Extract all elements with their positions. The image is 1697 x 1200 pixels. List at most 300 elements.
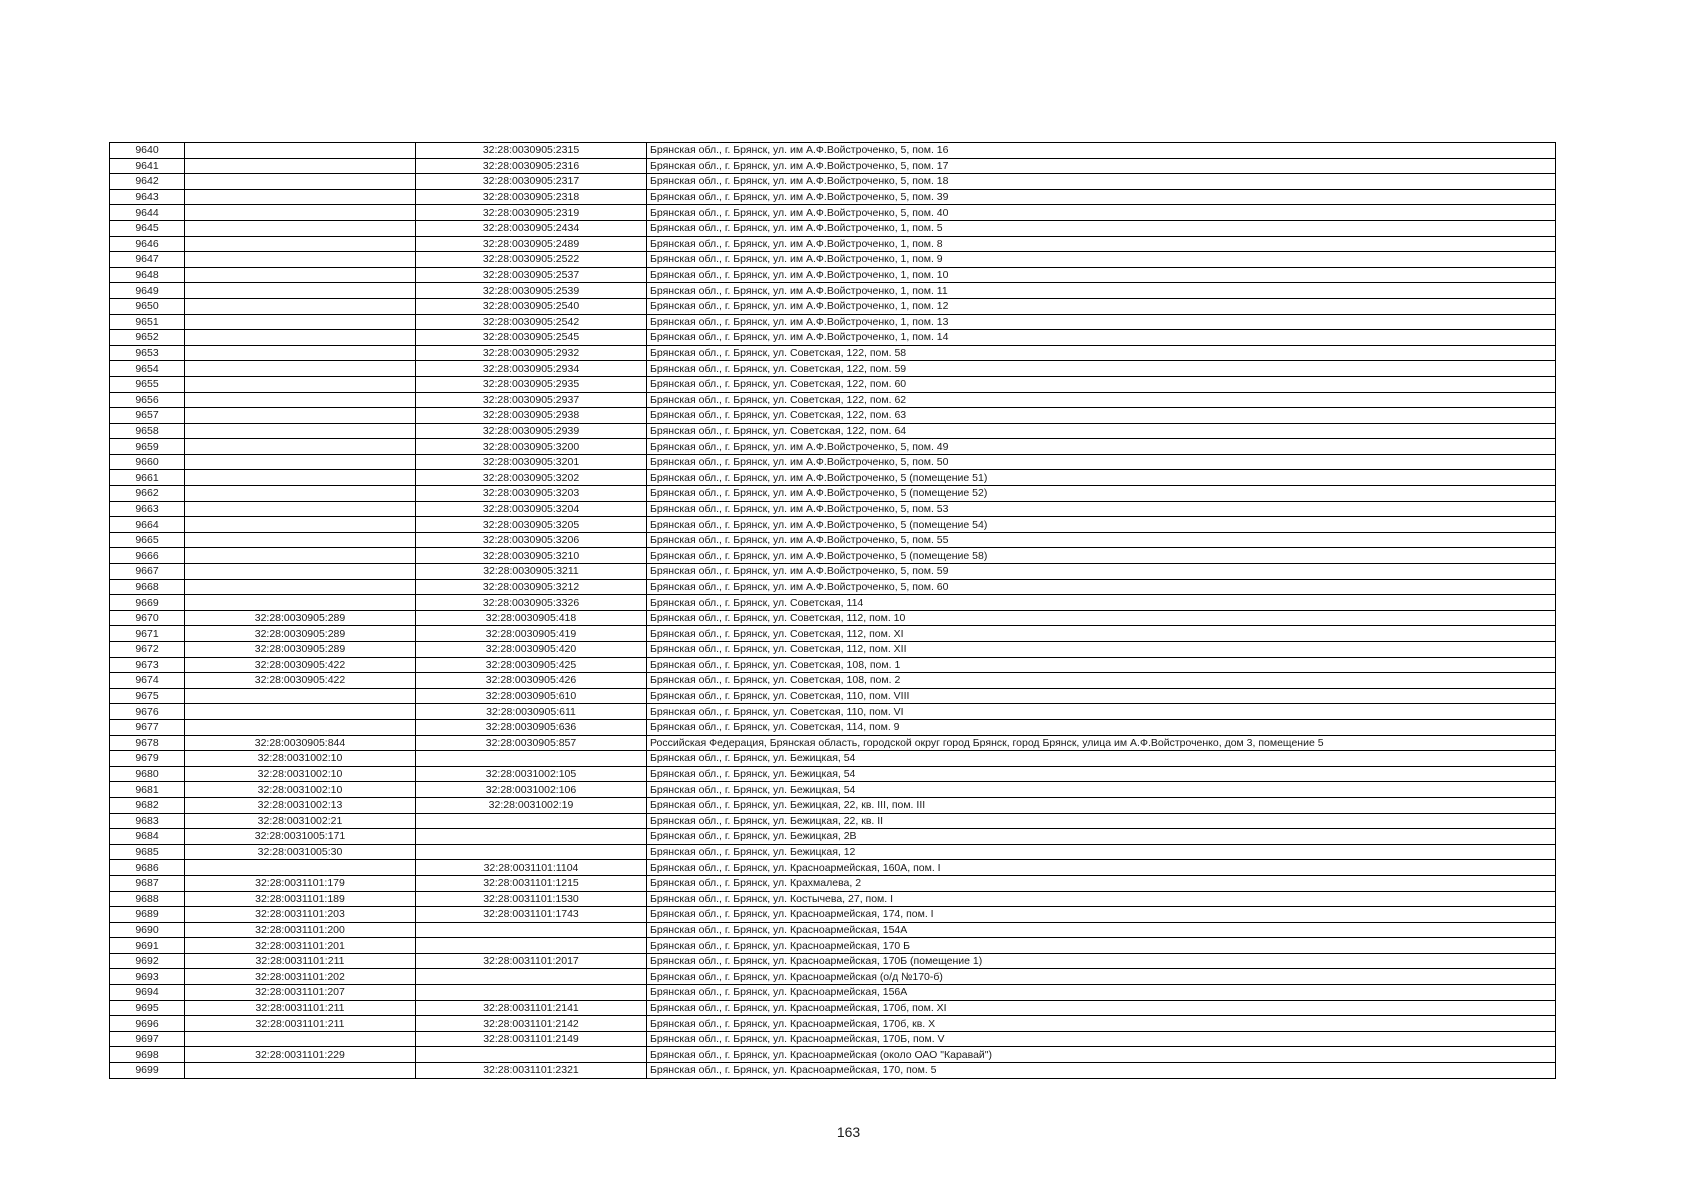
parent-cadastral-number-cell	[185, 143, 416, 159]
table-row	[110, 564, 1556, 580]
address-cell: Брянская обл., г. Брянск, ул. Бежицкая, 2В	[647, 829, 1556, 845]
parent-cadastral-number-cell	[185, 517, 416, 533]
row-number-cell: 9689	[110, 907, 185, 923]
table-row	[110, 610, 1556, 626]
row-number-cell: 9681	[110, 782, 185, 798]
table-row	[110, 938, 1556, 954]
cadastral-number-cell	[416, 829, 647, 845]
address-cell: Брянская обл., г. Брянск, ул. им А.Ф.Войстроченко, 5, пом. 60	[647, 579, 1556, 595]
parent-cadastral-number-cell: 32:28:0031101:201	[185, 938, 416, 954]
table-row	[110, 813, 1556, 829]
cadastral-number-cell: 32:28:0030905:2539	[416, 283, 647, 299]
table-row	[110, 454, 1556, 470]
table-row	[110, 953, 1556, 969]
row-number-cell: 9692	[110, 953, 185, 969]
parent-cadastral-number-cell: 32:28:0031101:229	[185, 1047, 416, 1063]
row-number-cell: 9663	[110, 501, 185, 517]
parent-cadastral-number-cell: 32:28:0031101:211	[185, 953, 416, 969]
row-number-cell: 9673	[110, 657, 185, 673]
table-row	[110, 220, 1556, 236]
address-cell: Брянская обл., г. Брянск, ул. Советская, 122, пом. 63	[647, 408, 1556, 424]
table-row	[110, 735, 1556, 751]
row-number-cell: 9669	[110, 595, 185, 611]
cadastral-number-cell: 32:28:0030905:2932	[416, 345, 647, 361]
table-row	[110, 579, 1556, 595]
address-cell: Брянская обл., г. Брянск, ул. Бежицкая, 54	[647, 751, 1556, 767]
address-cell: Брянская обл., г. Брянск, ул. Советская, 114, пом. 9	[647, 719, 1556, 735]
parent-cadastral-number-cell	[185, 174, 416, 190]
cadastral-number-cell: 32:28:0030905:3212	[416, 579, 647, 595]
cadastral-number-cell: 32:28:0031101:2142	[416, 1016, 647, 1032]
table-row	[110, 673, 1556, 689]
table-row	[110, 829, 1556, 845]
table-row	[110, 985, 1556, 1001]
cadastral-number-cell: 32:28:0031101:1215	[416, 875, 647, 891]
table-row	[110, 688, 1556, 704]
row-number-cell: 9678	[110, 735, 185, 751]
row-number-cell: 9657	[110, 408, 185, 424]
parent-cadastral-number-cell: 32:28:0031002:10	[185, 782, 416, 798]
cadastral-number-cell	[416, 985, 647, 1001]
cadastral-number-cell: 32:28:0030905:420	[416, 642, 647, 658]
parent-cadastral-number-cell	[185, 252, 416, 268]
cadastral-number-cell: 32:28:0031002:19	[416, 797, 647, 813]
cadastral-number-cell: 32:28:0030905:3210	[416, 548, 647, 564]
address-cell: Брянская обл., г. Брянск, ул. Советская, 112, пом. 10	[647, 610, 1556, 626]
parent-cadastral-number-cell	[185, 189, 416, 205]
property-table	[109, 142, 1556, 1079]
table-row	[110, 361, 1556, 377]
address-cell: Брянская обл., г. Брянск, ул. Бежицкая, 54	[647, 782, 1556, 798]
table-row	[110, 314, 1556, 330]
row-number-cell: 9660	[110, 454, 185, 470]
row-number-cell: 9680	[110, 766, 185, 782]
cadastral-number-cell: 32:28:0030905:3201	[416, 454, 647, 470]
parent-cadastral-number-cell: 32:28:0031101:202	[185, 969, 416, 985]
table-row	[110, 1031, 1556, 1047]
address-cell: Брянская обл., г. Брянск, ул. Советская, 110, пом. VI	[647, 704, 1556, 720]
address-cell: Брянская обл., г. Брянск, ул. им А.Ф.Войстроченко, 1, пом. 5	[647, 220, 1556, 236]
table-row	[110, 1000, 1556, 1016]
parent-cadastral-number-cell: 32:28:0031002:10	[185, 766, 416, 782]
address-cell: Брянская обл., г. Брянск, ул. им А.Ф.Войстроченко, 5, пом. 59	[647, 564, 1556, 580]
parent-cadastral-number-cell	[185, 298, 416, 314]
table-row	[110, 642, 1556, 658]
row-number-cell: 9693	[110, 969, 185, 985]
parent-cadastral-number-cell	[185, 548, 416, 564]
row-number-cell: 9664	[110, 517, 185, 533]
row-number-cell: 9696	[110, 1016, 185, 1032]
cadastral-number-cell: 32:28:0030905:2537	[416, 267, 647, 283]
address-cell: Брянская обл., г. Брянск, ул. им А.Ф.Войстроченко, 5 (помещение 54)	[647, 517, 1556, 533]
row-number-cell: 9682	[110, 797, 185, 813]
table-row	[110, 844, 1556, 860]
address-cell: Брянская обл., г. Брянск, ул. им А.Ф.Войстроченко, 1, пом. 8	[647, 236, 1556, 252]
table-row	[110, 392, 1556, 408]
table-row	[110, 891, 1556, 907]
cadastral-number-cell: 32:28:0030905:3202	[416, 470, 647, 486]
table-row	[110, 486, 1556, 502]
address-cell: Брянская обл., г. Брянск, ул. им А.Ф.Войстроченко, 5 (помещение 52)	[647, 486, 1556, 502]
address-cell: Брянская обл., г. Брянск, ул. Советская, 110, пом. VIII	[647, 688, 1556, 704]
page-number: 163	[836, 1124, 861, 1140]
row-number-cell: 9640	[110, 143, 185, 159]
address-cell: Брянская обл., г. Брянск, ул. им А.Ф.Войстроченко, 5, пом. 50	[647, 454, 1556, 470]
table-row	[110, 704, 1556, 720]
parent-cadastral-number-cell: 32:28:0030905:422	[185, 673, 416, 689]
parent-cadastral-number-cell	[185, 532, 416, 548]
cadastral-number-cell: 32:28:0030905:3200	[416, 439, 647, 455]
parent-cadastral-number-cell	[185, 454, 416, 470]
table-row	[110, 439, 1556, 455]
parent-cadastral-number-cell: 32:28:0031101:203	[185, 907, 416, 923]
row-number-cell: 9687	[110, 875, 185, 891]
row-number-cell: 9699	[110, 1063, 185, 1079]
cadastral-number-cell: 32:28:0030905:2934	[416, 361, 647, 377]
table-row	[110, 1016, 1556, 1032]
row-number-cell: 9650	[110, 298, 185, 314]
table-row	[110, 470, 1556, 486]
row-number-cell: 9659	[110, 439, 185, 455]
address-cell: Брянская обл., г. Брянск, ул. им А.Ф.Войстроченко, 5, пом. 55	[647, 532, 1556, 548]
row-number-cell: 9643	[110, 189, 185, 205]
cadastral-number-cell: 32:28:0030905:2319	[416, 205, 647, 221]
parent-cadastral-number-cell: 32:28:0030905:844	[185, 735, 416, 751]
row-number-cell: 9683	[110, 813, 185, 829]
cadastral-number-cell	[416, 751, 647, 767]
parent-cadastral-number-cell	[185, 205, 416, 221]
cadastral-number-cell: 32:28:0030905:3205	[416, 517, 647, 533]
table-row	[110, 189, 1556, 205]
cadastral-number-cell: 32:28:0030905:425	[416, 657, 647, 673]
address-cell: Брянская обл., г. Брянск, ул. им А.Ф.Войстроченко, 1, пом. 10	[647, 267, 1556, 283]
parent-cadastral-number-cell	[185, 486, 416, 502]
parent-cadastral-number-cell: 32:28:0031101:211	[185, 1016, 416, 1032]
parent-cadastral-number-cell	[185, 392, 416, 408]
cadastral-number-cell: 32:28:0030905:636	[416, 719, 647, 735]
row-number-cell: 9667	[110, 564, 185, 580]
address-cell: Брянская обл., г. Брянск, ул. Красноармейская, 170б, кв. X	[647, 1016, 1556, 1032]
cadastral-number-cell: 32:28:0030905:2935	[416, 376, 647, 392]
parent-cadastral-number-cell	[185, 220, 416, 236]
row-number-cell: 9697	[110, 1031, 185, 1047]
table-row	[110, 782, 1556, 798]
address-cell: Брянская обл., г. Брянск, ул. Красноармейская, 174, пом. I	[647, 907, 1556, 923]
cadastral-number-cell	[416, 844, 647, 860]
address-cell: Брянская обл., г. Брянск, ул. Красноармейская (около ОАО "Каравай")	[647, 1047, 1556, 1063]
address-cell: Брянская обл., г. Брянск, ул. им А.Ф.Войстроченко, 1, пом. 13	[647, 314, 1556, 330]
parent-cadastral-number-cell	[185, 267, 416, 283]
cadastral-number-cell: 32:28:0030905:857	[416, 735, 647, 751]
row-number-cell: 9651	[110, 314, 185, 330]
row-number-cell: 9652	[110, 330, 185, 346]
address-cell: Брянская обл., г. Брянск, ул. им А.Ф.Войстроченко, 1, пом. 9	[647, 252, 1556, 268]
parent-cadastral-number-cell	[185, 283, 416, 299]
address-cell: Брянская обл., г. Брянск, ул. Бежицкая, 22, кв. III, пом. III	[647, 797, 1556, 813]
row-number-cell: 9665	[110, 532, 185, 548]
parent-cadastral-number-cell	[185, 860, 416, 876]
cadastral-number-cell: 32:28:0031002:106	[416, 782, 647, 798]
table-row	[110, 283, 1556, 299]
table-row	[110, 719, 1556, 735]
row-number-cell: 9679	[110, 751, 185, 767]
address-cell: Брянская обл., г. Брянск, ул. им А.Ф.Войстроченко, 5 (помещение 51)	[647, 470, 1556, 486]
parent-cadastral-number-cell: 32:28:0031002:13	[185, 797, 416, 813]
address-cell: Брянская обл., г. Брянск, ул. Бежицкая, 54	[647, 766, 1556, 782]
parent-cadastral-number-cell: 32:28:0031002:21	[185, 813, 416, 829]
cadastral-number-cell: 32:28:0030905:419	[416, 626, 647, 642]
cadastral-number-cell: 32:28:0030905:3203	[416, 486, 647, 502]
row-number-cell: 9649	[110, 283, 185, 299]
parent-cadastral-number-cell	[185, 236, 416, 252]
row-number-cell: 9695	[110, 1000, 185, 1016]
row-number-cell: 9654	[110, 361, 185, 377]
cadastral-number-cell: 32:28:0030905:2317	[416, 174, 647, 190]
row-number-cell: 9676	[110, 704, 185, 720]
address-cell: Брянская обл., г. Брянск, ул. Советская, 108, пом. 1	[647, 657, 1556, 673]
cadastral-number-cell: 32:28:0030905:2542	[416, 314, 647, 330]
parent-cadastral-number-cell	[185, 1063, 416, 1079]
parent-cadastral-number-cell: 32:28:0030905:289	[185, 610, 416, 626]
table-row	[110, 1047, 1556, 1063]
parent-cadastral-number-cell	[185, 595, 416, 611]
parent-cadastral-number-cell	[185, 345, 416, 361]
cadastral-number-cell: 32:28:0030905:2489	[416, 236, 647, 252]
table-row	[110, 205, 1556, 221]
parent-cadastral-number-cell: 32:28:0031002:10	[185, 751, 416, 767]
row-number-cell: 9658	[110, 423, 185, 439]
parent-cadastral-number-cell	[185, 704, 416, 720]
row-number-cell: 9684	[110, 829, 185, 845]
address-cell: Брянская обл., г. Брянск, ул. Советская, 122, пом. 60	[647, 376, 1556, 392]
address-cell: Брянская обл., г. Брянск, ул. им А.Ф.Войстроченко, 1, пом. 11	[647, 283, 1556, 299]
cadastral-number-cell: 32:28:0031101:1530	[416, 891, 647, 907]
cadastral-number-cell: 32:28:0030905:2315	[416, 143, 647, 159]
table-row	[110, 875, 1556, 891]
table-row	[110, 345, 1556, 361]
address-cell: Брянская обл., г. Брянск, ул. Советская, 114	[647, 595, 1556, 611]
address-cell: Брянская обл., г. Брянск, ул. Бежицкая, 12	[647, 844, 1556, 860]
address-cell: Брянская обл., г. Брянск, ул. им А.Ф.Войстроченко, 1, пом. 12	[647, 298, 1556, 314]
cadastral-number-cell: 32:28:0030905:3211	[416, 564, 647, 580]
table-row	[110, 174, 1556, 190]
table-row	[110, 907, 1556, 923]
address-cell: Брянская обл., г. Брянск, ул. Красноармейская, 170 Б	[647, 938, 1556, 954]
address-cell: Брянская обл., г. Брянск, ул. им А.Ф.Войстроченко, 5, пом. 18	[647, 174, 1556, 190]
table-row	[110, 267, 1556, 283]
parent-cadastral-number-cell	[185, 470, 416, 486]
address-cell: Брянская обл., г. Брянск, ул. Советская, 122, пом. 58	[647, 345, 1556, 361]
address-cell: Брянская обл., г. Брянск, ул. им А.Ф.Войстроченко, 1, пом. 14	[647, 330, 1556, 346]
row-number-cell: 9645	[110, 220, 185, 236]
row-number-cell: 9642	[110, 174, 185, 190]
cadastral-number-cell	[416, 969, 647, 985]
parent-cadastral-number-cell	[185, 408, 416, 424]
cadastral-number-cell: 32:28:0030905:2318	[416, 189, 647, 205]
cadastral-number-cell: 32:28:0031002:105	[416, 766, 647, 782]
address-cell: Брянская обл., г. Брянск, ул. им А.Ф.Войстроченко, 5, пом. 16	[647, 143, 1556, 159]
row-number-cell: 9646	[110, 236, 185, 252]
cadastral-number-cell: 32:28:0030905:3206	[416, 532, 647, 548]
parent-cadastral-number-cell	[185, 314, 416, 330]
table-row	[110, 969, 1556, 985]
table-row	[110, 797, 1556, 813]
table-body	[110, 143, 1556, 1079]
parent-cadastral-number-cell: 32:28:0031101:211	[185, 1000, 416, 1016]
cadastral-number-cell: 32:28:0030905:2937	[416, 392, 647, 408]
parent-cadastral-number-cell	[185, 564, 416, 580]
parent-cadastral-number-cell	[185, 361, 416, 377]
cadastral-number-cell: 32:28:0030905:610	[416, 688, 647, 704]
cadastral-number-cell: 32:28:0031101:2149	[416, 1031, 647, 1047]
table-row	[110, 595, 1556, 611]
parent-cadastral-number-cell: 32:28:0031101:179	[185, 875, 416, 891]
cadastral-number-cell: 32:28:0031101:1104	[416, 860, 647, 876]
parent-cadastral-number-cell	[185, 158, 416, 174]
row-number-cell: 9662	[110, 486, 185, 502]
cadastral-number-cell: 32:28:0030905:2540	[416, 298, 647, 314]
row-number-cell: 9647	[110, 252, 185, 268]
row-number-cell: 9653	[110, 345, 185, 361]
address-cell: Брянская обл., г. Брянск, ул. им А.Ф.Войстроченко, 5, пом. 17	[647, 158, 1556, 174]
parent-cadastral-number-cell: 32:28:0031101:189	[185, 891, 416, 907]
table-row	[110, 548, 1556, 564]
cadastral-number-cell: 32:28:0030905:2939	[416, 423, 647, 439]
cadastral-number-cell: 32:28:0030905:3326	[416, 595, 647, 611]
address-cell: Брянская обл., г. Брянск, ул. Красноармейская, 170Б, пом. V	[647, 1031, 1556, 1047]
address-cell: Брянская обл., г. Брянск, ул. Крахмалева, 2	[647, 875, 1556, 891]
row-number-cell: 9686	[110, 860, 185, 876]
table-row	[110, 657, 1556, 673]
address-cell: Брянская обл., г. Брянск, ул. Бежицкая, 22, кв. II	[647, 813, 1556, 829]
table-row	[110, 330, 1556, 346]
address-cell: Брянская обл., г. Брянск, ул. им А.Ф.Войстроченко, 5, пом. 49	[647, 439, 1556, 455]
address-cell: Брянская обл., г. Брянск, ул. Красноармейская, 170, пом. 5	[647, 1063, 1556, 1079]
cadastral-number-cell: 32:28:0030905:2938	[416, 408, 647, 424]
address-cell: Брянская обл., г. Брянск, ул. Красноармейская, 170б, пом. XI	[647, 1000, 1556, 1016]
table-row	[110, 376, 1556, 392]
table-row	[110, 408, 1556, 424]
table-row	[110, 751, 1556, 767]
address-cell: Брянская обл., г. Брянск, ул. им А.Ф.Войстроченко, 5, пом. 53	[647, 501, 1556, 517]
parent-cadastral-number-cell	[185, 376, 416, 392]
row-number-cell: 9668	[110, 579, 185, 595]
row-number-cell: 9694	[110, 985, 185, 1001]
parent-cadastral-number-cell: 32:28:0030905:422	[185, 657, 416, 673]
address-cell: Брянская обл., г. Брянск, ул. Советская, 122, пом. 59	[647, 361, 1556, 377]
address-cell: Брянская обл., г. Брянск, ул. Советская, 122, пом. 62	[647, 392, 1556, 408]
parent-cadastral-number-cell: 32:28:0031101:207	[185, 985, 416, 1001]
address-cell: Брянская обл., г. Брянск, ул. Красноармейская, 170Б (помещение 1)	[647, 953, 1556, 969]
address-cell: Брянская обл., г. Брянск, ул. Советская, 122, пом. 64	[647, 423, 1556, 439]
address-cell: Брянская обл., г. Брянск, ул. Красноармейская, 156А	[647, 985, 1556, 1001]
row-number-cell: 9661	[110, 470, 185, 486]
address-cell: Брянская обл., г. Брянск, ул. Красноармейская, 160А, пом. I	[647, 860, 1556, 876]
address-cell: Брянская обл., г. Брянск, ул. Красноармейская, 154А	[647, 922, 1556, 938]
cadastral-number-cell	[416, 922, 647, 938]
row-number-cell: 9675	[110, 688, 185, 704]
table-row	[110, 143, 1556, 159]
cadastral-number-cell	[416, 813, 647, 829]
address-cell: Российская Федерация, Брянская область, городской округ город Брянск, город Брянск, улица им А.Ф.Войстроченко, дом 3, помещение 5	[647, 735, 1556, 751]
cadastral-number-cell: 32:28:0030905:611	[416, 704, 647, 720]
cadastral-number-cell: 32:28:0030905:426	[416, 673, 647, 689]
table-row	[110, 501, 1556, 517]
row-number-cell: 9644	[110, 205, 185, 221]
cadastral-number-cell: 32:28:0030905:2434	[416, 220, 647, 236]
table-row	[110, 252, 1556, 268]
cadastral-number-cell: 32:28:0030905:2522	[416, 252, 647, 268]
address-cell: Брянская обл., г. Брянск, ул. Советская, 112, пом. XI	[647, 626, 1556, 642]
row-number-cell: 9655	[110, 376, 185, 392]
parent-cadastral-number-cell	[185, 423, 416, 439]
cadastral-number-cell: 32:28:0030905:2316	[416, 158, 647, 174]
parent-cadastral-number-cell	[185, 719, 416, 735]
row-number-cell: 9691	[110, 938, 185, 954]
address-cell: Брянская обл., г. Брянск, ул. Костычева, 27, пом. I	[647, 891, 1556, 907]
parent-cadastral-number-cell: 32:28:0031005:30	[185, 844, 416, 860]
table-row	[110, 236, 1556, 252]
row-number-cell: 9656	[110, 392, 185, 408]
parent-cadastral-number-cell	[185, 579, 416, 595]
cadastral-number-cell	[416, 938, 647, 954]
cadastral-number-cell: 32:28:0030905:418	[416, 610, 647, 626]
cadastral-number-cell: 32:28:0031101:2321	[416, 1063, 647, 1079]
table-row	[110, 860, 1556, 876]
row-number-cell: 9677	[110, 719, 185, 735]
parent-cadastral-number-cell: 32:28:0031101:200	[185, 922, 416, 938]
row-number-cell: 9671	[110, 626, 185, 642]
parent-cadastral-number-cell	[185, 501, 416, 517]
table-row	[110, 626, 1556, 642]
table-row	[110, 158, 1556, 174]
cadastral-number-cell	[416, 1047, 647, 1063]
table-row	[110, 766, 1556, 782]
cadastral-number-cell: 32:28:0030905:3204	[416, 501, 647, 517]
row-number-cell: 9672	[110, 642, 185, 658]
table-row	[110, 517, 1556, 533]
parent-cadastral-number-cell	[185, 330, 416, 346]
row-number-cell: 9670	[110, 610, 185, 626]
table-row	[110, 423, 1556, 439]
row-number-cell: 9685	[110, 844, 185, 860]
parent-cadastral-number-cell: 32:28:0031005:171	[185, 829, 416, 845]
address-cell: Брянская обл., г. Брянск, ул. им А.Ф.Войстроченко, 5, пом. 39	[647, 189, 1556, 205]
table-row	[110, 1063, 1556, 1079]
parent-cadastral-number-cell: 32:28:0030905:289	[185, 642, 416, 658]
row-number-cell: 9698	[110, 1047, 185, 1063]
row-number-cell: 9641	[110, 158, 185, 174]
cadastral-number-cell: 32:28:0031101:1743	[416, 907, 647, 923]
address-cell: Брянская обл., г. Брянск, ул. Советская, 112, пом. XII	[647, 642, 1556, 658]
parent-cadastral-number-cell: 32:28:0030905:289	[185, 626, 416, 642]
parent-cadastral-number-cell	[185, 439, 416, 455]
cadastral-number-cell: 32:28:0030905:2545	[416, 330, 647, 346]
table-row	[110, 532, 1556, 548]
row-number-cell: 9648	[110, 267, 185, 283]
row-number-cell: 9688	[110, 891, 185, 907]
address-cell: Брянская обл., г. Брянск, ул. Советская, 108, пом. 2	[647, 673, 1556, 689]
parent-cadastral-number-cell	[185, 1031, 416, 1047]
row-number-cell: 9690	[110, 922, 185, 938]
cadastral-number-cell: 32:28:0031101:2141	[416, 1000, 647, 1016]
address-cell: Брянская обл., г. Брянск, ул. им А.Ф.Войстроченко, 5, пом. 40	[647, 205, 1556, 221]
table-row	[110, 298, 1556, 314]
address-cell: Брянская обл., г. Брянск, ул. им А.Ф.Войстроченко, 5 (помещение 58)	[647, 548, 1556, 564]
row-number-cell: 9666	[110, 548, 185, 564]
table-row	[110, 922, 1556, 938]
parent-cadastral-number-cell	[185, 688, 416, 704]
